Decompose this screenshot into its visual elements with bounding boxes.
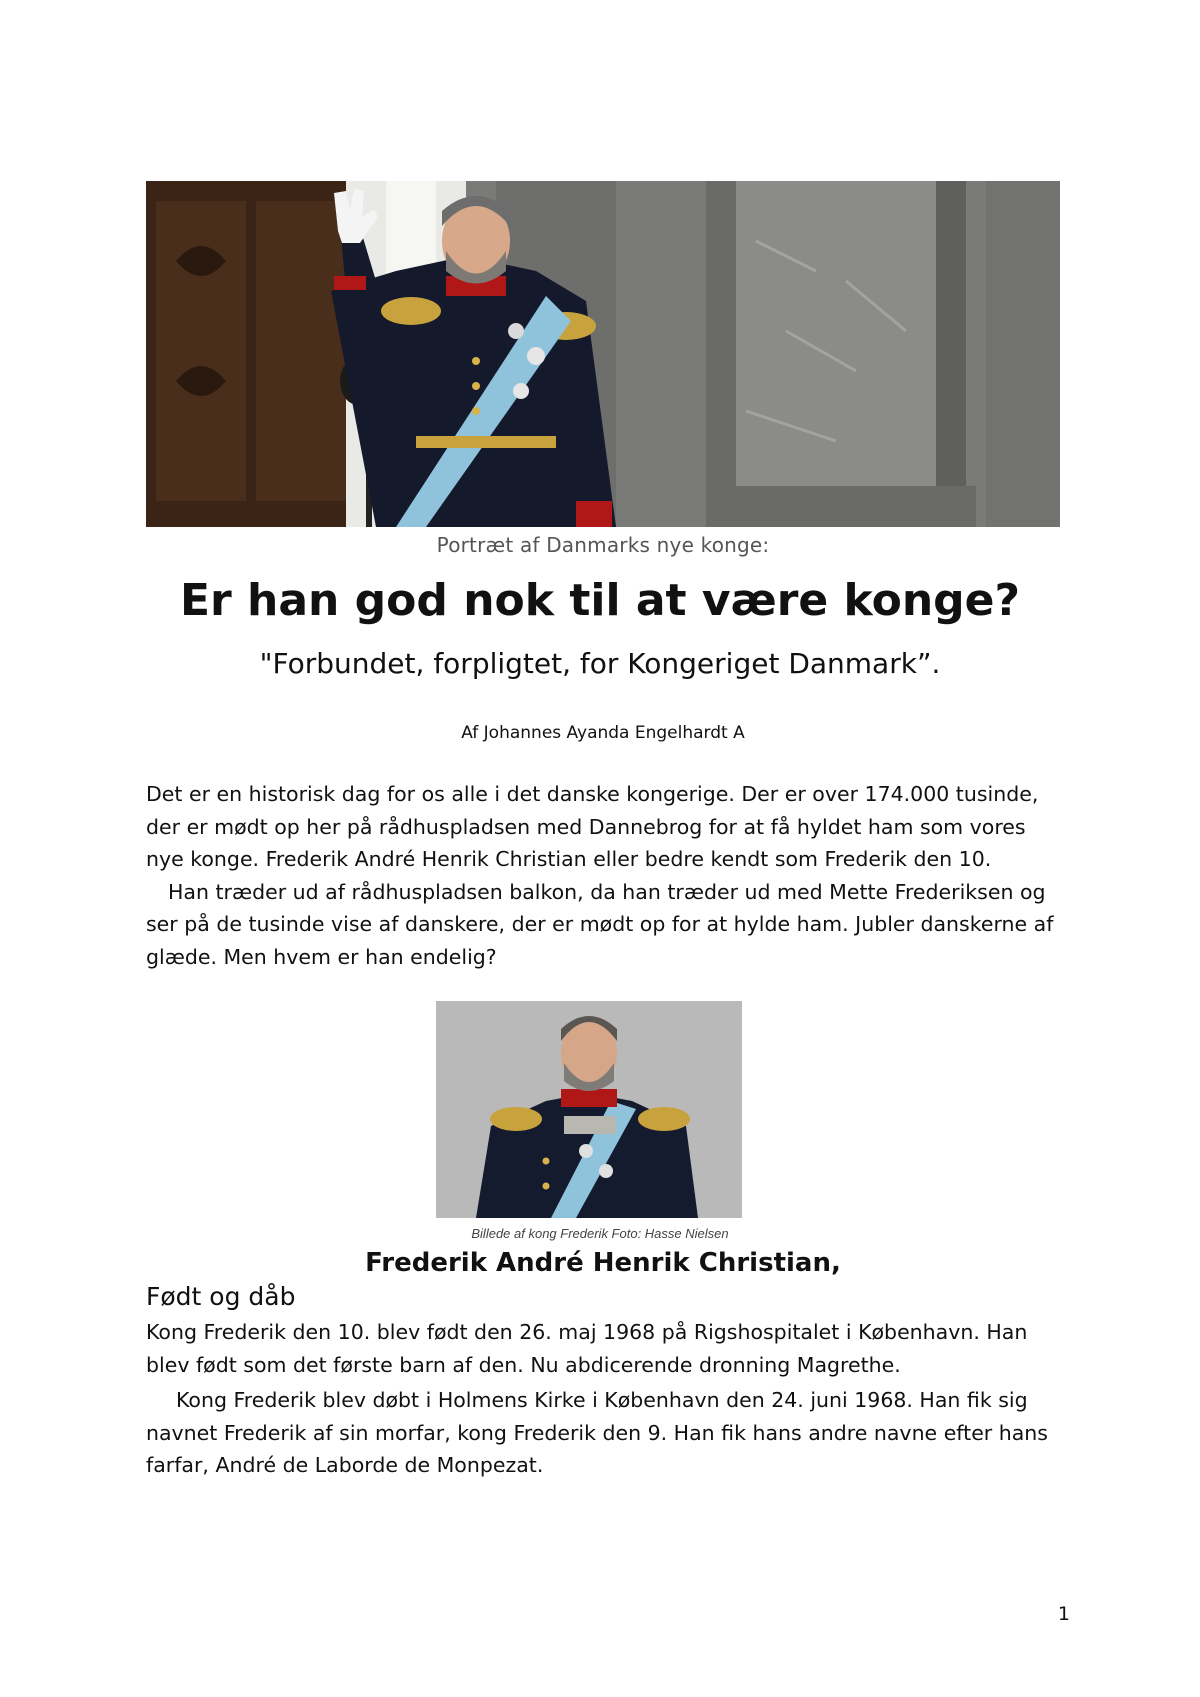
portrait-caption: Billede af kong Frederik Foto: Hasse Nielsen	[471, 1226, 729, 1241]
article-kicker: Portræt af Danmarks nye konge:	[436, 533, 770, 557]
article-headline: Er han god nok til at være konge?	[179, 575, 1021, 626]
intro-section	[146, 778, 1066, 973]
name-heading: Frederik André Henrik Christian,	[365, 1248, 841, 1278]
section-paragraph: Kong Frederik den 10. blev født den 26. maj 1968 på Rigshospitalet i København. Han blev født som det første barn af den. Nu abdicerende dronning Magrethe.	[146, 1320, 1028, 1377]
king-waving-illustration	[146, 181, 1060, 527]
section-paragraph: Kong Frederik blev døbt i Holmens Kirke i København den 24. juni 1968. Han fik sig navnet Frederik af sin morfar, kong Frederik den 9. Han fik hans andre navne efter hans farfar, André de Laborde de Monpezat.	[146, 1388, 1048, 1477]
hero-photo	[146, 181, 1060, 527]
article-subhead: "Forbundet, forpligtet, for Kongeriget Danmark”.	[259, 647, 941, 680]
intro-paragraph: Det er en historisk dag for os alle i det danske kongerige. Der er over 174.000 tusinde, der er mødt op her på rådhuspladsen med Dannebrog for at få hyldet ham som vores nye konge. Frederik André Henrik Christian eller bedre kendt som Frederik den 10.	[146, 782, 1039, 871]
portrait-photo	[436, 1001, 742, 1218]
page-number: 1	[1057, 1603, 1070, 1625]
article-byline: Af Johannes Ayanda Engelhardt A	[461, 723, 745, 743]
birth-section	[146, 1316, 1066, 1482]
intro-paragraph: Han træder ud af rådhuspladsen balkon, da han træder ud med Mette Frederiksen og ser på de tusinde vise af danskere, der er mødt op for at hylde ham. Jubler danskerne af glæde. Men hvem er han endelig?	[146, 879, 1054, 969]
section-heading: Født og dåb	[146, 1282, 296, 1311]
king-portrait-illustration	[436, 1001, 742, 1218]
